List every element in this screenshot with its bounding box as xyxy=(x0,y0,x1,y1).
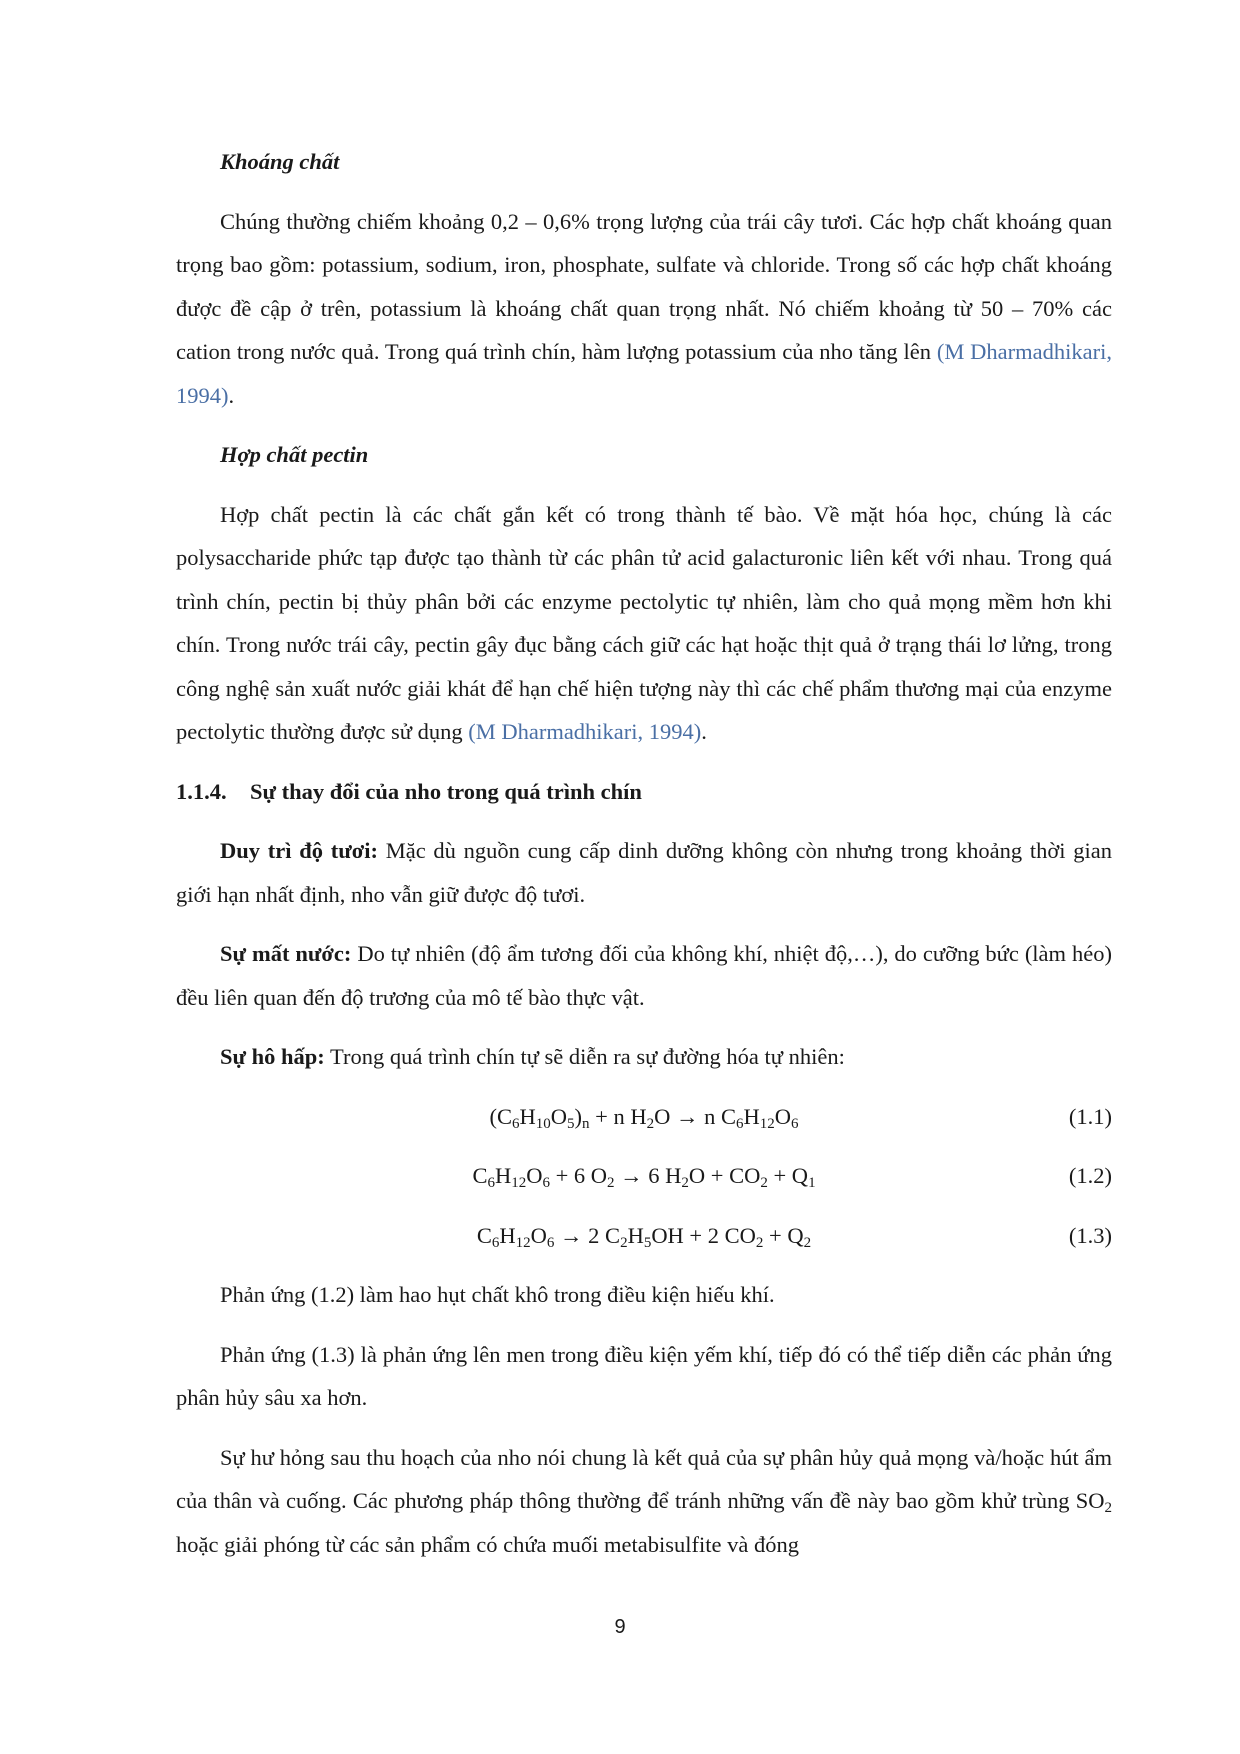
page-content xyxy=(176,140,1112,1582)
equation-formula: $C_6H_{12}O_6 + 6$ $O_2 \to 6$ $H_2O + CO_2 + Q_1$ xyxy=(472,1163,816,1191)
subheading-minerals: Khoáng chất xyxy=(220,149,340,174)
section-title: Sự thay đổi của nho trong quá trình chín xyxy=(250,778,642,804)
equation-1-2 xyxy=(176,1154,1112,1198)
respiration-text: Trong quá trình chín tự sẽ diễn ra sự đường hóa tự nhiên: xyxy=(324,1044,845,1069)
paragraph-freshness xyxy=(176,829,1112,916)
paragraph-respiration xyxy=(176,1035,1112,1079)
paragraph-reaction-1-3: Phản ứng (1.3) là phản ứng lên men trong điều kiện yếm khí, tiếp đó có thể tiếp diễn các phản ứng phân hủy sâu xa hơn. xyxy=(176,1341,1112,1410)
water-loss-text: Do tự nhiên (độ ẩm tương đối của không khí, nhiệt độ,…), do cưỡng bức (làm héo) đều liên quan đến độ trương của mô tế bào thực vật. xyxy=(176,941,1112,1010)
equation-formula: $(C_6H_{10}O_5)_n + n$ $H_2O \to n$ $C_6H_{12}O_6$ xyxy=(489,1103,799,1132)
pectin-end: . xyxy=(701,719,707,744)
paragraph-spoilage xyxy=(176,1436,1112,1567)
equation-number: (1.2) xyxy=(1068,1163,1112,1188)
pectin-text: Hợp chất pectin là các chất gắn kết có trong thành tế bào. Về mặt hóa học, chúng là các polysaccharide phức tạp được tạo thành từ các phân tử acid galacturonic liên kết với nhau. Trong quá trình chín, pectin bị thủy phân bởi các enzyme pectolytic tự nhiên, làm cho quả mọng mềm hơn khi chín. Trong nước trái cây, pectin gây đục bằng cách giữ các hạt hoặc thịt quả ở trạng thái lơ lửng, trong công nghệ sản xuất nước giải khát để hạn chế hiện tượng này thì các chế phẩm thương mại của enzyme pectolytic thường được sử dụng xyxy=(176,501,1112,744)
citation-link[interactable]: (M Dharmadhikari, 1994) xyxy=(468,719,702,744)
minerals-text: Chúng thường chiếm khoảng 0,2 – 0,6% trọng lượng của trái cây tươi. Các hợp chất khoáng quan trọng bao gồm: potassium, sodium, iron, phosphate, sulfate và chloride. Trong số các hợp chất khoáng được đề cập ở trên, potassium là khoáng chất quan trọng nhất. Nó chiếm khoảng từ 50 – 70% các cation trong nước quả. Trong quá trình chín, hàm lượng potassium của nho tăng lên xyxy=(176,208,1112,364)
paragraph-pectin xyxy=(176,493,1112,754)
respiration-label: Sự hô hấp: xyxy=(220,1044,325,1069)
paragraph-water-loss xyxy=(176,932,1112,1019)
minerals-end: . xyxy=(228,382,235,408)
equation-formula: $C_6H_{12}O_6 \to 2$ $C_2H_5OH + 2$ $CO_2 + Q_2$ xyxy=(476,1222,812,1251)
spoilage-sub: 2 xyxy=(1104,1500,1112,1516)
paragraph-reaction-1-2: Phản ứng (1.2) làm hao hụt chất khô trong điều kiện hiếu khí. xyxy=(220,1282,775,1307)
subheading-pectin: Hợp chất pectin xyxy=(220,442,369,467)
equation-number: (1.3) xyxy=(1068,1222,1112,1248)
spoilage-start: Sự hư hỏng sau thu hoạch của nho nói chung là kết quả của sự phân hủy quả mọng và/hoặc hút ẩm của thân và cuống. Các phương pháp thông thường để tránh những vấn đề này bao gồm khử trùng SO xyxy=(176,1444,1112,1513)
equation-1-3 xyxy=(176,1214,1112,1258)
spoilage-end: hoặc giải phóng từ các sản phẩm có chứa muối metabisulfite và đóng xyxy=(176,1531,799,1557)
section-number: 1.1.4. xyxy=(176,778,227,804)
paragraph-minerals xyxy=(176,200,1112,418)
water-loss-label: Sự mất nước: xyxy=(220,941,352,966)
equation-number: (1.1) xyxy=(1068,1103,1112,1129)
page-number: 9 xyxy=(614,1616,626,1638)
citation-link[interactable]: (M Dharmadhikari, 1994) xyxy=(176,339,1112,408)
section-heading-1-1-4 xyxy=(176,770,1112,814)
equation-1-1 xyxy=(176,1095,1112,1139)
freshness-label: Duy trì độ tươi: xyxy=(220,838,378,863)
freshness-text: Mặc dù nguồn cung cấp dinh dưỡng không còn nhưng trong khoảng thời gian giới hạn nhất định, nho vẫn giữ được độ tươi. xyxy=(176,838,1112,907)
